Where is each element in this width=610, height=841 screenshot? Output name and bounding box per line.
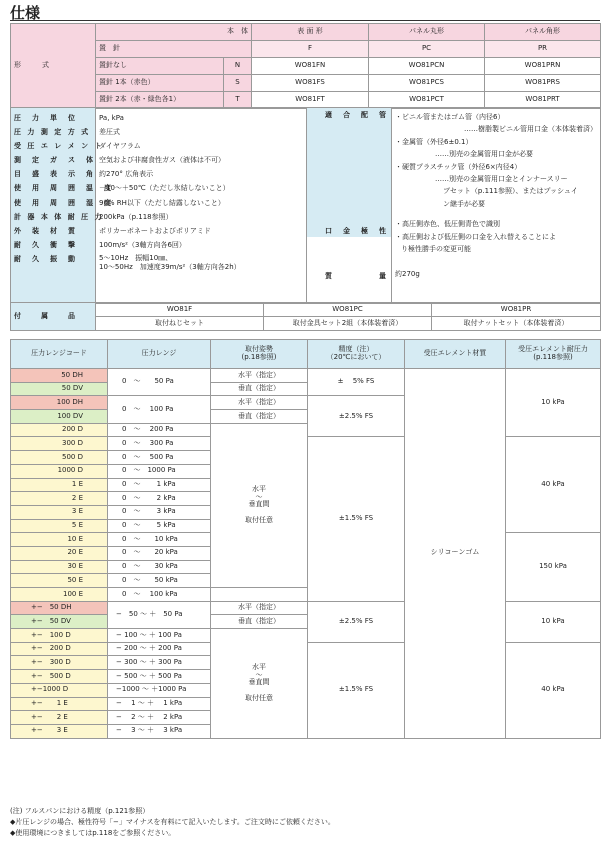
range-code: 20 E [11,546,108,560]
header-position: 取付姿勢 (p.18参照) [211,340,308,369]
range-value: 0 ～ 50 Pa [108,369,211,396]
range-value: 0 ～ 500 Pa [108,451,211,465]
conn-line: ……別売の金属管用口金が必要 [435,150,533,159]
range-value: 0 ～ 30 kPa [108,560,211,574]
conn-line: ……別売の金属管用口金とインナースリー [435,175,568,184]
header-accuracy: 精度（注） （20℃において） [308,340,405,369]
range-code: +− 2 E [11,711,108,725]
spec-value: ポリカーボネートおよびポリアミド [99,226,211,235]
accuracy-cell: ±2.5% FS [308,396,405,437]
accessory-model: WO81F [96,303,264,317]
position-any-cell: 水平 〜 垂直間 取付任意 [211,423,308,587]
spec-value [99,252,303,272]
range-code: 1 E [11,478,108,492]
range-code: 50 E [11,574,108,588]
accuracy-cell: ± 5% FS [308,369,405,396]
range-code: 2 E [11,492,108,506]
position-any-cell: 水平 〜 垂直間 取付任意 [211,629,308,739]
polarity-label: 口 金 極 性 [325,226,388,235]
page-title: 仕様 [10,4,41,22]
range-code: +−1000 D [11,683,108,697]
range-value: 0 ～ 50 kPa [108,574,211,588]
model-cell: WO81PRS [485,75,601,92]
accessory-model: WO81PC [264,303,432,317]
conn-line: ・ビニル管またはゴム管（内径6） [395,113,505,121]
conn-line: ン継手が必要 [443,199,485,208]
range-value: 0 ～ 200 Pa [108,423,211,437]
range-value: 0 ～ 20 kPa [108,546,211,560]
conn-label: 適 合 配 管 [325,111,388,119]
note-line: ◆使用環境につきましてはp.118をご参照ください。 [10,829,176,837]
range-code: 300 D [11,437,108,451]
spec-value: 90% RH以下（ただし結露しないこと） [99,198,225,207]
range-value: − 300 ～ ＋ 300 Pa [108,656,211,670]
spec-label: 耐 久 衝 撃 [14,240,77,249]
form-table [10,23,601,109]
range-code: 50 DV [11,382,108,396]
spec-label: 測 定 ガ ス 体 [14,156,95,165]
notes [10,806,335,839]
spec-label: 計 器 本 体 耐 圧 力 [14,212,104,221]
pressure-cell: 40 kPa [506,642,601,738]
col-header-pr: パネル角形 [485,24,601,41]
body-header: 本 体 [96,24,252,41]
position-cell: 垂直（指定） [211,615,308,629]
title-rule [10,20,600,21]
range-code: 50 DH [11,369,108,383]
range-value: − 3 ～ ＋ 3 kPa [108,724,211,738]
model-cell: WO81PRN [485,58,601,75]
range-table [10,339,601,739]
spec-label: 圧 力 単 位 [14,114,77,122]
polarity-line: ・高圧側および低圧側の口金を入れ替えることによ [395,232,556,241]
range-value: 0 ～ 1000 Pa [108,464,211,478]
range-value: 0 ～ 100 Pa [108,396,211,423]
range-value: − 1 ～ ＋ 1 kPa [108,697,211,711]
form-row-code: T [224,92,252,109]
range-value: 0 ～ 1 kPa [108,478,211,492]
position-cell: 水平（指定） [211,396,308,410]
model-cell: WO81PCT [369,92,485,109]
form-row-name: 置針 1本（赤色） [96,75,224,92]
range-value: − 2 ～ ＋ 2 kPa [108,711,211,725]
spec-label: 耐 久 振 動 [14,254,77,263]
model-cell: WO81PRT [485,92,601,109]
form-row-name: 置針 2本（赤・緑色各1） [96,92,224,109]
range-value: − 500 ～ ＋ 500 Pa [108,670,211,684]
range-value: 0 ～ 3 kPa [108,505,211,519]
range-code: +− 50 DV [11,615,108,629]
range-code: +− 50 DH [11,601,108,615]
accessory-item: 取付ねじセット [96,317,264,331]
header-range: 圧力レンジ [108,340,211,369]
conn-line: ……樹脂製ビニル管用口金（本体装着済） [464,125,597,134]
range-code: 100 E [11,588,108,602]
spec-value: Pa, kPa [99,114,124,122]
spec-value: 100m/s²（3軸方向各6回） [99,240,186,249]
range-code: 200 D [11,423,108,437]
conn-line: ・硬質プラスチック管（外径6×内径4） [395,162,522,171]
range-code: +− 500 D [11,670,108,684]
col-code-pr: PR [485,41,601,58]
accessory-model: WO81PR [432,303,601,317]
header-material: 受圧エレメント材質 [405,340,506,369]
form-row-code: N [224,58,252,75]
pressure-cell: 10 kPa [506,601,601,642]
side-labels [307,108,392,304]
spec-label: 圧 力 測 定 方 式 [14,128,91,137]
spec-values [96,108,307,304]
conn-line: ・金属管（外径6±0.1） [395,137,473,146]
mass-label: 質 量 [307,237,391,303]
col-code-f: F [252,41,369,58]
spec-label: 受 圧 エ レ メ ン ト [14,142,104,151]
accessory-table [10,302,601,331]
range-value: −1000 ～ ＋1000 Pa [108,683,211,697]
model-cell: WO81PCS [369,75,485,92]
spec-value: ダイヤフラム [99,142,141,151]
range-code: +− 1 E [11,697,108,711]
pressure-cell: 40 kPa [506,437,601,533]
spec-label: 使 用 周 囲 湿 度 [14,198,113,207]
range-value: 0 ～ 100 kPa [108,588,211,602]
spec-label: 目 盛 表 示 角 [14,170,95,179]
range-code: +− 200 D [11,642,108,656]
range-code: +− 100 D [11,629,108,643]
spec-value-line: 10～50Hz 加速度39m/s²（3軸方向各2h） [99,262,241,271]
note-line: (注) フルスパンにおける精度（p.121参照） [10,807,150,815]
position-cell: 垂直（指定） [211,410,308,424]
spec-label: 外 装 材 質 [14,226,77,235]
range-code: 500 D [11,451,108,465]
form-row-code: S [224,75,252,92]
conn-line: ブセット（p.111参照）、またはプッシュイ [443,187,578,196]
range-value: 0 ～ 300 Pa [108,437,211,451]
range-value: 0 ～ 10 kPa [108,533,211,547]
accessory-label: 付 属 品 [11,303,96,331]
position-cell: 水平（指定） [211,369,308,383]
range-value: − 200 ～ ＋ 200 Pa [108,642,211,656]
spec-value: －10～＋50℃（ただし氷結しないこと） [99,184,230,193]
position-cell: 水平（指定） [211,601,308,615]
range-code: 100 DV [11,410,108,424]
spec-table [10,107,601,304]
form-label: 形 式 [11,24,96,109]
model-cell: WO81FT [252,92,369,109]
col-code-pc: PC [369,41,485,58]
header-pressure: 受圧エレメント耐圧力 (p.118参照) [506,340,601,369]
range-code: 1000 D [11,464,108,478]
accessory-item: 取付ナットセット（本体装着済） [432,317,601,331]
range-value: − 50 ～ ＋ 50 Pa [108,601,211,628]
model-cell: WO81FN [252,58,369,75]
spec-label: 使 用 周 囲 温 度 [14,184,113,193]
pressure-cell: 150 kPa [506,533,601,601]
spec-value: 空気および非腐食性ガス（液体は不可） [99,156,225,165]
note-line: ◆片圧レンジの場合、極性符号「−」マイナスを有料にて記入いたします。ご注文時にご依頼ください。 [10,818,335,826]
range-code: +− 3 E [11,724,108,738]
polarity-line: り極性勝手の変更可能 [401,245,471,254]
spec-value-line: 5～10Hz 振幅10㎜、 [99,253,173,262]
range-code: 100 DH [11,396,108,410]
pressure-cell: 10 kPa [506,369,601,437]
spec-value: 200kPa（p.118参照） [99,212,173,221]
accuracy-cell: ±1.5% FS [308,437,405,601]
form-row-name: 置針なし [96,58,224,75]
model-cell: WO81PCN [369,58,485,75]
accuracy-cell: ±2.5% FS [308,601,405,642]
range-code: 5 E [11,519,108,533]
spec-value: 約270° 広角表示 [99,170,154,179]
accuracy-cell: ±1.5% FS [308,642,405,738]
range-value: 0 ～ 2 kPa [108,492,211,506]
pointer-header: 置 針 [96,41,252,58]
material-cell: シリコーンゴム [405,369,506,739]
range-code: 30 E [11,560,108,574]
side-values [392,108,601,304]
spec-value: 差圧式 [99,128,120,137]
header-code: 圧力レンジコード [11,340,108,369]
position-cell: 垂直（指定） [211,382,308,396]
col-header-f: 表 面 形 [252,24,369,41]
range-code: +− 300 D [11,656,108,670]
range-value: − 100 ～ ＋ 100 Pa [108,629,211,643]
range-code: 10 E [11,533,108,547]
range-code: 3 E [11,505,108,519]
accessory-item: 取付金具セット2組（本体装着済） [264,317,432,331]
polarity-line: ・高圧側赤色、低圧側青色で識別 [395,220,500,229]
model-cell: WO81FS [252,75,369,92]
mass-value: 約270g [395,270,420,279]
col-header-pc: パネル丸形 [369,24,485,41]
range-value: 0 ～ 5 kPa [108,519,211,533]
